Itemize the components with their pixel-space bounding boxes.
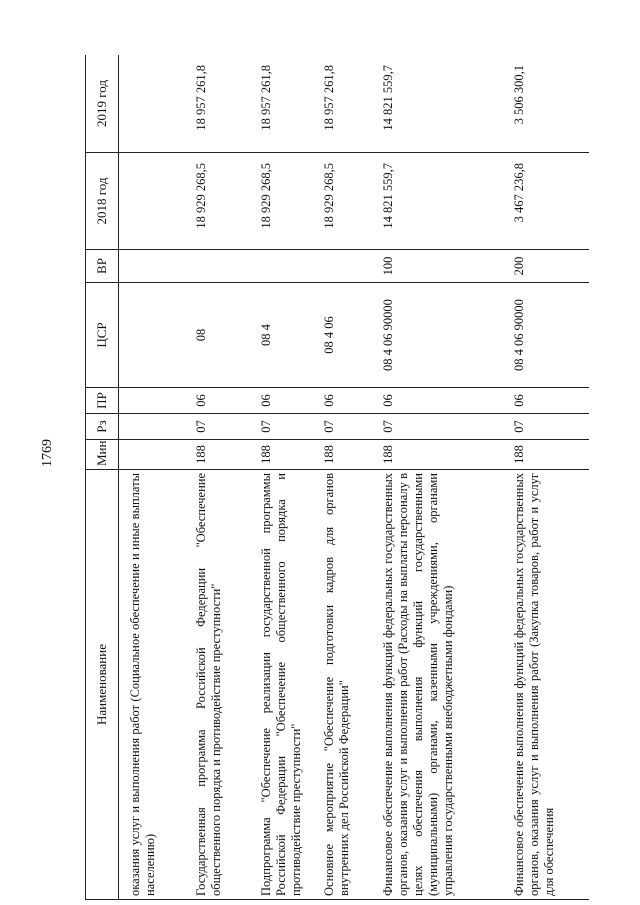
page-number: 1769 <box>40 439 55 467</box>
row-rz: 07 <box>381 414 512 440</box>
row-2018: 14 821 559,7 <box>381 153 512 250</box>
table-row <box>512 55 589 900</box>
table-row <box>128 55 193 900</box>
row-vr <box>322 250 380 283</box>
row-csr: 08 4 06 <box>322 283 380 388</box>
table-header-row <box>86 55 119 900</box>
row-csr: 08 4 06 90000 <box>512 283 589 388</box>
row-pr: 06 <box>512 388 589 414</box>
row-vr <box>128 250 193 283</box>
row-min <box>128 440 193 470</box>
row-pr: 06 <box>322 388 380 414</box>
header-csr: ЦСР <box>86 283 119 388</box>
row-min: 188 <box>194 440 259 470</box>
table-row <box>322 55 380 900</box>
row-csr: 08 4 <box>259 283 322 388</box>
row-pr <box>128 388 193 414</box>
row-csr <box>128 283 193 388</box>
row-min: 188 <box>512 440 589 470</box>
row-min: 188 <box>381 440 512 470</box>
row-name: Финансовое обеспечение выполнения функций федеральных государственных органов, оказания услуг и выполнения работ (Закупка товаров, работ и услуг для обеспечения <box>512 470 589 900</box>
row-csr: 08 <box>194 283 259 388</box>
row-vr <box>194 250 259 283</box>
table-row <box>194 55 259 900</box>
table-row <box>259 55 322 900</box>
row-csr: 08 4 06 90000 <box>381 283 512 388</box>
row-2018 <box>128 153 193 250</box>
header-rz: Рз <box>86 414 119 440</box>
row-2018: 18 929 268,5 <box>259 153 322 250</box>
row-vr <box>259 250 322 283</box>
row-name: Государственная программа Российской Федерации "Обеспечение общественного порядка и противодействие преступности" <box>194 470 259 900</box>
row-2019: 18 957 261,8 <box>194 55 259 153</box>
row-name: Финансовое обеспечение выполнения функций федеральных государственных органов, оказания услуг и выполнения работ (Расходы на выплаты персоналу в целях обеспечения выполнения функций государственными (муниципальными) органами, казенными учреждениями, органами управления государственными внебюджетными фондами) <box>381 470 512 900</box>
row-name: Подпрограмма "Обеспечение реализации государственной программы Российской Федерации "Обеспечение общественного порядка и противодействие преступности" <box>259 470 322 900</box>
row-pr: 06 <box>381 388 512 414</box>
row-pr: 06 <box>259 388 322 414</box>
row-2018: 18 929 268,5 <box>322 153 380 250</box>
row-rz: 07 <box>259 414 322 440</box>
table-row <box>381 55 512 900</box>
row-pr: 06 <box>194 388 259 414</box>
row-min: 188 <box>259 440 322 470</box>
row-vr: 200 <box>512 250 589 283</box>
header-vr: ВР <box>86 250 119 283</box>
header-min: Мин <box>86 440 119 470</box>
row-name: Основное мероприятие "Обеспечение подготовки кадров для органов внутренних дел Российской Федерации" <box>322 470 380 900</box>
row-rz: 07 <box>322 414 380 440</box>
header-2019: 2019 год <box>86 55 119 153</box>
row-rz: 07 <box>512 414 589 440</box>
row-2019: 3 506 300,1 <box>512 55 589 153</box>
header-pr: ПР <box>86 388 119 414</box>
row-vr: 100 <box>381 250 512 283</box>
row-2018: 3 467 236,8 <box>512 153 589 250</box>
row-rz: 07 <box>194 414 259 440</box>
table-container <box>85 55 589 900</box>
row-2019: 18 957 261,8 <box>259 55 322 153</box>
row-2018: 18 929 268,5 <box>194 153 259 250</box>
row-2019: 14 821 559,7 <box>381 55 512 153</box>
row-name: оказания услуг и выполнения работ (Социальное обеспечение и иные выплаты населению) <box>128 470 193 900</box>
budget-table <box>85 55 589 900</box>
table-spacer <box>119 55 129 900</box>
header-2018: 2018 год <box>86 153 119 250</box>
row-2019 <box>128 55 193 153</box>
row-2019: 18 957 261,8 <box>322 55 380 153</box>
row-rz <box>128 414 193 440</box>
row-min: 188 <box>322 440 380 470</box>
header-name: Наименование <box>86 470 119 900</box>
